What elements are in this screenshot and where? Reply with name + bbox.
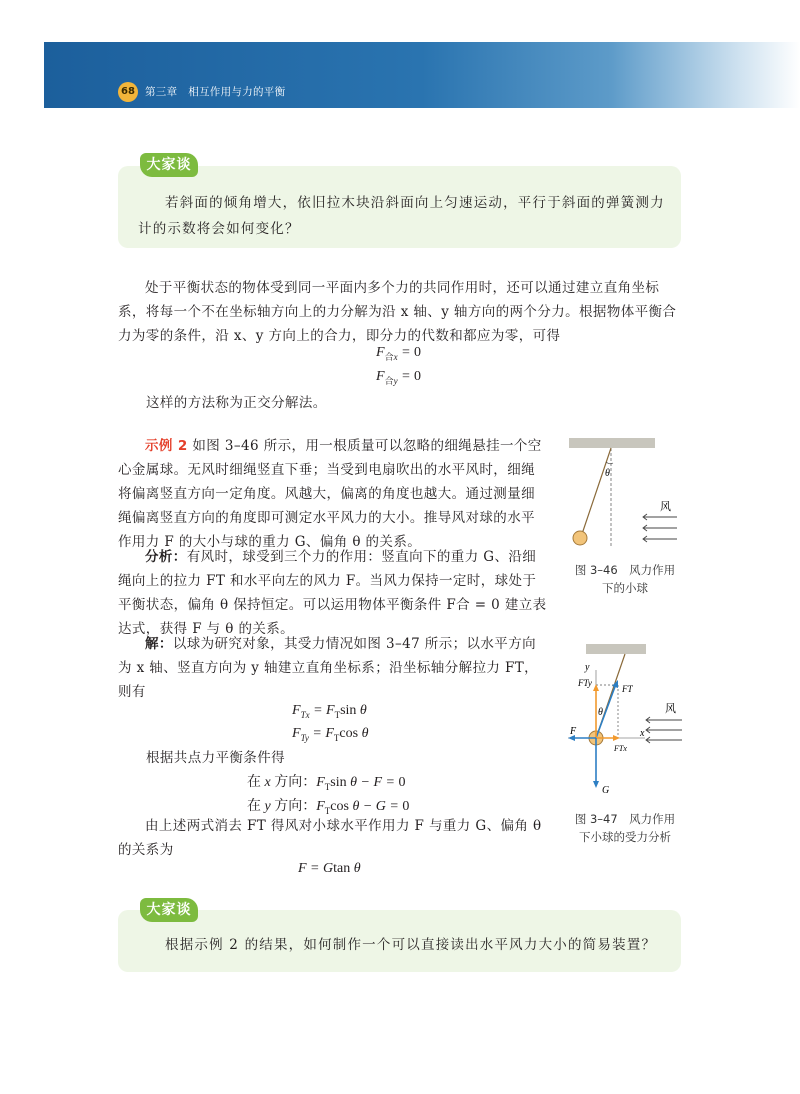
ft-label: FT (622, 684, 633, 694)
g-label: G (602, 785, 610, 796)
ceiling-bar (569, 438, 655, 448)
analysis-label: 分析： (145, 549, 187, 565)
y-axis-label: y (585, 662, 590, 673)
figure-3-47 (560, 640, 690, 805)
figure-3-46 (565, 436, 695, 556)
equation-y-direction: 在 y 方向：$F_T\cos$ θ − G = 0 (247, 799, 410, 816)
solution-label: 解： (145, 636, 173, 652)
intro-paragraph: 处于平衡状态的物体受到同一平面内多个力的共同作用时，还可以通过建立直角坐标系，将每一个不在坐标轴方向上的力分解为沿 x 轴、y 轴方向的两个分力。根据物体平衡合力为零的条件，沿 x、y 方向上的合力，即分力的代数和都应为零，可得 (118, 280, 677, 344)
equation-x-direction: 在 x 方向：$F_T\sin$ θ − F = 0 (247, 775, 406, 792)
string (582, 448, 611, 534)
wind-arrows (643, 514, 677, 542)
eliminate-text: 由上述两式消去 FT 得风对小球水平作用力 F 与重力 G、偏角 θ 的关系为 (118, 818, 542, 858)
fig47-caption-line1: 图 3–47 风力作用 (574, 812, 676, 826)
fig47-caption-line2: 下小球的受力分析 (579, 830, 671, 844)
equation-result: F = Gtan θ (298, 861, 361, 876)
discuss-tag-2: 大家谈 (140, 898, 198, 922)
equation-fty: $F_{Ty} = F_T\cos$ θ (292, 726, 369, 743)
x-axis-label: x (640, 728, 645, 739)
discuss-text-1: 若斜面的倾角增大，依旧拉木块沿斜面向上匀速运动，平行于斜面的弹簧测力计的示数将会如何变化？ (138, 195, 665, 237)
solution-paragraph (118, 632, 548, 704)
fig46-caption (560, 561, 690, 597)
ball (573, 531, 587, 545)
equation-ftx: $F_{Tx} = F_T\sin$ θ (292, 703, 367, 720)
example-label: 示例 2 (145, 438, 188, 454)
balance-text: 根据共点力平衡条件得 (146, 750, 285, 766)
example-paragraph (118, 434, 548, 554)
fig47-caption (560, 810, 690, 846)
wind-arrows (646, 717, 682, 743)
analysis-paragraph (118, 545, 548, 641)
wind-label: 风 (660, 500, 671, 513)
theta-label: θ (605, 468, 610, 479)
f-label: F (570, 726, 577, 737)
example-text: 如图 3–46 所示，用一根质量可以忽略的细绳悬挂一个空心金属球。无风时细绳竖直下垂；当受到电扇吹出的水平风时，细绳将偏离竖直方向一定角度。风越大，偏离的角度也越大。通过测量细绳偏离竖直方向的角度即可测定水平风力的大小。推导风对球的水平作用力 F 的大小与球的重力 G、偏角 θ 的关系。 (118, 438, 542, 550)
theta-label: θ (598, 707, 603, 718)
discuss-tag-1: 大家谈 (140, 153, 198, 177)
page-number: 68 (118, 82, 138, 102)
solution-text: 以球为研究对象，其受力情况如图 3–47 所示；以水平方向为 x 轴、竖直方向为 y 轴建立直角坐标系；沿坐标轴分解拉力 FT，则有 (118, 636, 539, 700)
analysis-text: 有风时，球受到三个力的作用：竖直向下的重力 G、沿细绳向上的拉力 FT 和水平向左的风力 F。当风力保持一定时，球处于平衡状态，偏角 θ 保持恒定。可以运用物体平衡条件 F合 = 0 建立表达式，获得 F 与 θ 的关系。 (118, 549, 547, 637)
wind-label: 风 (665, 702, 676, 715)
ftx-label: FTx (614, 744, 627, 753)
fig46-caption-line1: 图 3–46 风力作用 (574, 563, 676, 577)
discuss-text-2: 根据示例 2 的结果，如何制作一个可以直接读出水平风力大小的简易装置？ (165, 937, 657, 953)
intro-conclusion: 这样的方法称为正交分解法。 (146, 395, 327, 411)
chapter-title: 第三章 相互作用与力的平衡 (145, 86, 286, 98)
ceiling-bar (586, 644, 646, 654)
fty-label: FTy (578, 678, 592, 688)
equation-f-sum-x: $F_{合x} = 0$ (376, 345, 422, 362)
fig46-caption-line2: 下的小球 (602, 581, 648, 595)
equation-f-sum-y: $F_{合y} = 0$ (376, 369, 422, 386)
